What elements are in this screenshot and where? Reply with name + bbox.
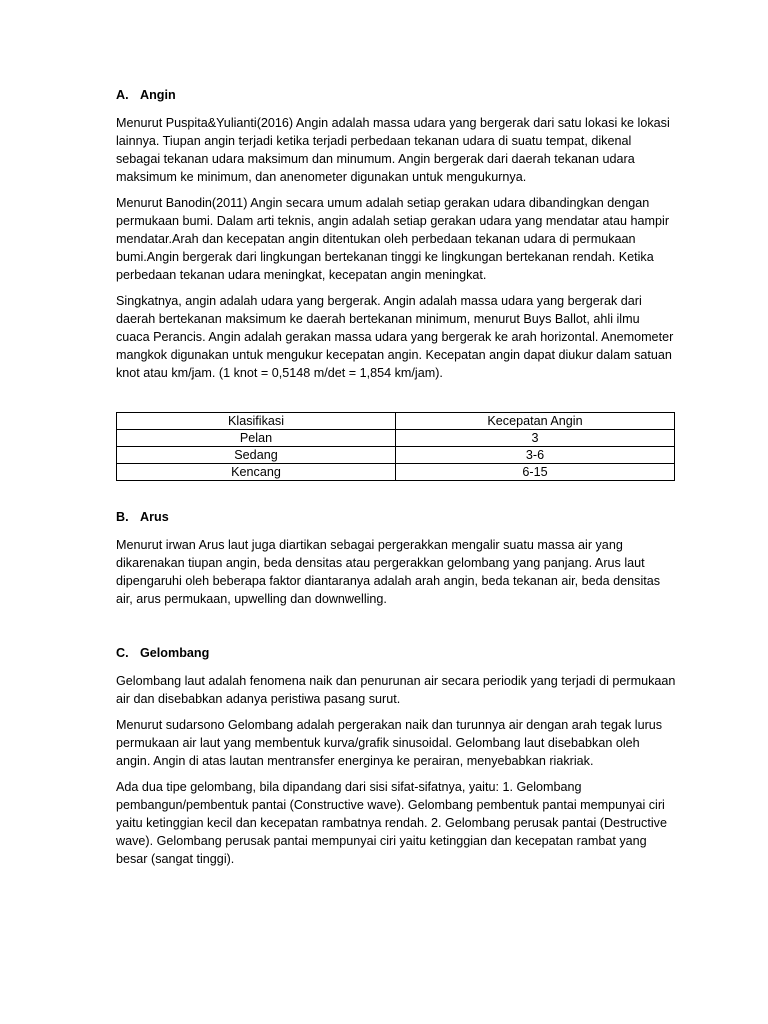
section-title: Arus — [140, 510, 169, 524]
section-heading-arus — [116, 508, 676, 526]
section-letter: A. — [116, 88, 129, 102]
section-angin — [116, 86, 676, 382]
table-cell: Kencang — [117, 464, 396, 481]
table-header-row — [117, 413, 675, 430]
section-gelombang — [116, 644, 676, 868]
table-row — [117, 464, 675, 481]
paragraph: Menurut sudarsono Gelombang adalah pergerakan naik dan turunnya air dengan arah tegak lurus permukaan air laut yang membentuk kurva/grafik sinusoidal. Gelombang laut disebabkan oleh angin. Angin di atas lautan mentransfer energinya ke perairan, menyebabkan riakriak. — [116, 718, 663, 768]
section-letter: B. — [116, 510, 129, 524]
table-cell: 6-15 — [396, 464, 675, 481]
wind-classification-table — [116, 412, 675, 481]
paragraph: Menurut Banodin(2011) Angin secara umum adalah setiap gerakan udara dibandingkan dengan permukaan bumi. Dalam arti teknis, angin adalah setiap gerakan udara yang mendatar atau hampir mendatar.Arah dan kecepatan angin ditentukan oleh perbedaan tekanan udara di permukaan bumi.Angin bergerak dari lingkungan bertekanan tinggi ke lingkungan bertekanan rendah. Ketika perbedaan tekanan udara meningkat, kecepatan angin meningkat. — [116, 196, 670, 282]
paragraph: Singkatnya, angin adalah udara yang bergerak. Angin adalah massa udara yang bergerak dari daerah bertekanan maksimum ke daerah bertekanan minimum, menurut Buys Ballot, ahli ilmu cuaca Perancis. Angin adalah gerakan massa udara yang bergerak ke arah horizontal. Anemometer mangkok digunakan untuk mengukur kecepatan angin. Kecepatan angin dapat diukur dalam satuan knot atau km/jam. (1 knot = 0,5148 m/det = 1,854 km/jam). — [116, 294, 674, 380]
table-cell: Sedang — [117, 447, 396, 464]
paragraph: Menurut Puspita&Yulianti(2016) Angin adalah massa udara yang bergerak dari satu lokasi ke lokasi lainnya. Tiupan angin terjadi ketika terjadi perbedaan tekanan udara di suatu tempat, dikenal sebagai tekanan udara maksimum dan minumum. Angin bergerak dari daerah tekanan udara maksimum ke minimum, dan anenometer digunakan untuk mengukurnya. — [116, 116, 670, 184]
paragraph: Menurut irwan Arus laut juga diartikan sebagai pergerakkan mengalir suatu massa air yang dikarenakan tiupan angin, beda densitas atau pergerakkan gelombang yang panjang. Arus laut dipengaruhi oleh beberapa faktor diantaranya adalah arah angin, beda tekanan air, beda densitas air, arus permukaan, upwelling dan downwelling. — [116, 538, 661, 606]
paragraph: Gelombang laut adalah fenomena naik dan penurunan air secara periodik yang terjadi di permukaan air dan disebabkan adanya peristiwa pasang surut. — [116, 674, 676, 706]
section-heading-gelombang — [116, 644, 676, 662]
section-title: Angin — [140, 88, 176, 102]
section-title: Gelombang — [140, 646, 210, 660]
section-arus — [116, 508, 676, 608]
table-header-cell: Kecepatan Angin — [396, 413, 675, 430]
table-header-cell: Klasifikasi — [117, 413, 396, 430]
section-heading-angin — [116, 86, 676, 104]
section-letter: C. — [116, 646, 129, 660]
table-row — [117, 430, 675, 447]
table-cell: 3 — [396, 430, 675, 447]
table-cell: 3-6 — [396, 447, 675, 464]
paragraph: Ada dua tipe gelombang, bila dipandang dari sisi sifat-sifatnya, yaitu: 1. Gelombang pembangun/pembentuk pantai (Constructive wave). Gelombang pembentuk pantai mempunyai ciri yaitu ketinggian kecil dan kecepatan rambatnya rendah. 2. Gelombang perusak pantai (Destructive wave). Gelombang perusak pantai mempunyai ciri yaitu ketinggian dan kecepatan rambat yang besar (sangat tinggi). — [116, 780, 667, 866]
table-row — [117, 447, 675, 464]
table-cell: Pelan — [117, 430, 396, 447]
